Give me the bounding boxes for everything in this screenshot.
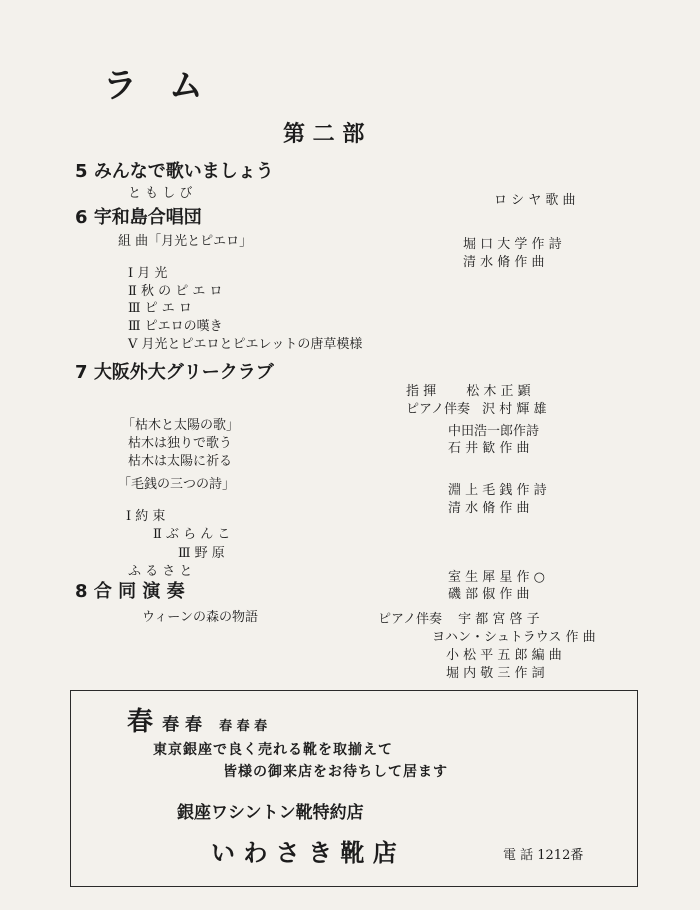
advertisement-box — [70, 690, 638, 887]
item-6-credit-music: 清 水 脩 作 曲 — [463, 255, 545, 270]
ad-phone: 電 話 1212番 — [503, 848, 584, 863]
item-6-sub: 組 曲「月光とピエロ」 — [118, 234, 253, 249]
item-7-title — [75, 358, 274, 384]
part-heading: 第 二 部 — [283, 122, 365, 147]
ad-line-3: 銀座ワシントン靴特約店 — [177, 803, 364, 823]
item-number: 8 — [75, 581, 88, 602]
item-6-title — [75, 203, 202, 229]
credit-b-lyrics: 淵 上 毛 銭 作 詩 — [448, 483, 547, 498]
pianist-name: 沢 村 輝 雄 — [482, 402, 547, 417]
item-8-credit-pre-1: 室 生 犀 星 作 ○ — [448, 570, 546, 585]
song-b-5: ふ る さ と — [128, 564, 193, 579]
item-number: 5 — [75, 161, 88, 182]
song-a-1: 「枯木と太陽の歌」 — [122, 418, 240, 433]
ad-haru-row — [127, 701, 267, 738]
item-6-credit-lyrics: 堀 口 大 学 作 詩 — [463, 237, 562, 252]
item-number: 6 — [75, 207, 88, 228]
piece-4: Ⅲ ピエロの嘆き — [128, 319, 223, 334]
item-8-title — [75, 577, 185, 603]
item-8-pianist — [378, 608, 540, 627]
piece-2: Ⅱ 秋 の ピ エ ロ — [128, 284, 223, 299]
song-a-2: 枯木は独りで歌う — [128, 436, 233, 451]
credit-b-music: 清 水 脩 作 曲 — [448, 501, 530, 516]
song-b-2: Ⅰ 約 束 — [126, 509, 166, 524]
item-title: 合 同 演 奏 — [93, 581, 185, 602]
item-8-sub: ウィーンの森の物語 — [142, 610, 258, 625]
pianist — [406, 398, 547, 417]
pianist-role: ピアノ伴奏 — [406, 402, 470, 417]
pianist-role: ピアノ伴奏 — [378, 612, 442, 627]
piece-5: Ⅴ 月光とピエロとピエレットの唐草模様 — [128, 337, 363, 352]
item-5-credit: ロ シ ヤ 歌 曲 — [494, 193, 576, 208]
item-number: 7 — [75, 362, 88, 383]
ad-line-1: 東京銀座で良く売れる靴を取揃えて — [153, 742, 393, 758]
item-8-credit-1: ヨハン・シュトラウス 作 曲 — [432, 630, 596, 645]
credit-a-lyrics: 中田浩一郎作詩 — [448, 424, 540, 439]
conductor — [406, 380, 531, 399]
conductor-role: 指 揮 — [406, 384, 437, 399]
piece-3: Ⅲ ピ エ ロ — [128, 301, 192, 316]
item-8-credit-pre-2: 磯 部 俶 作 曲 — [448, 587, 530, 602]
ad-shop-name: い わ さ き 靴 店 — [211, 838, 397, 867]
pianist-name: 宇 都 宮 啓 子 — [458, 612, 540, 627]
item-5-sub: と も し び — [128, 186, 193, 201]
item-title: 宇和島合唱団 — [93, 207, 202, 228]
item-8-credit-2: 小 松 平 五 郎 編 曲 — [446, 648, 562, 663]
page-title: ラ ム — [103, 66, 213, 106]
song-b-4: Ⅲ 野 原 — [178, 546, 225, 561]
song-a-3: 枯木は太陽に祈る — [128, 454, 233, 469]
item-8-credit-3: 堀 内 敬 三 作 詞 — [446, 666, 545, 681]
ad-haru-mid: 春 春 — [162, 715, 203, 735]
song-b-3: Ⅱ ぶ ら ん こ — [153, 527, 231, 542]
ad-line-2: 皆様の御来店をお待ちして居ます — [223, 764, 448, 780]
ad-haru-small: 春 春 春 — [219, 719, 268, 734]
song-b-1: 「毛銭の三つの詩」 — [118, 477, 236, 492]
item-title: 大阪外大グリークラブ — [93, 362, 274, 383]
ad-haru-big: 春 — [127, 707, 154, 737]
credit-a-music: 石 井 歓 作 曲 — [448, 441, 530, 456]
item-5-title — [75, 157, 274, 183]
conductor-name: 松 木 正 顕 — [466, 384, 531, 399]
piece-1: Ⅰ 月 光 — [128, 266, 168, 281]
item-title: みんなで歌いましょう — [93, 161, 274, 182]
